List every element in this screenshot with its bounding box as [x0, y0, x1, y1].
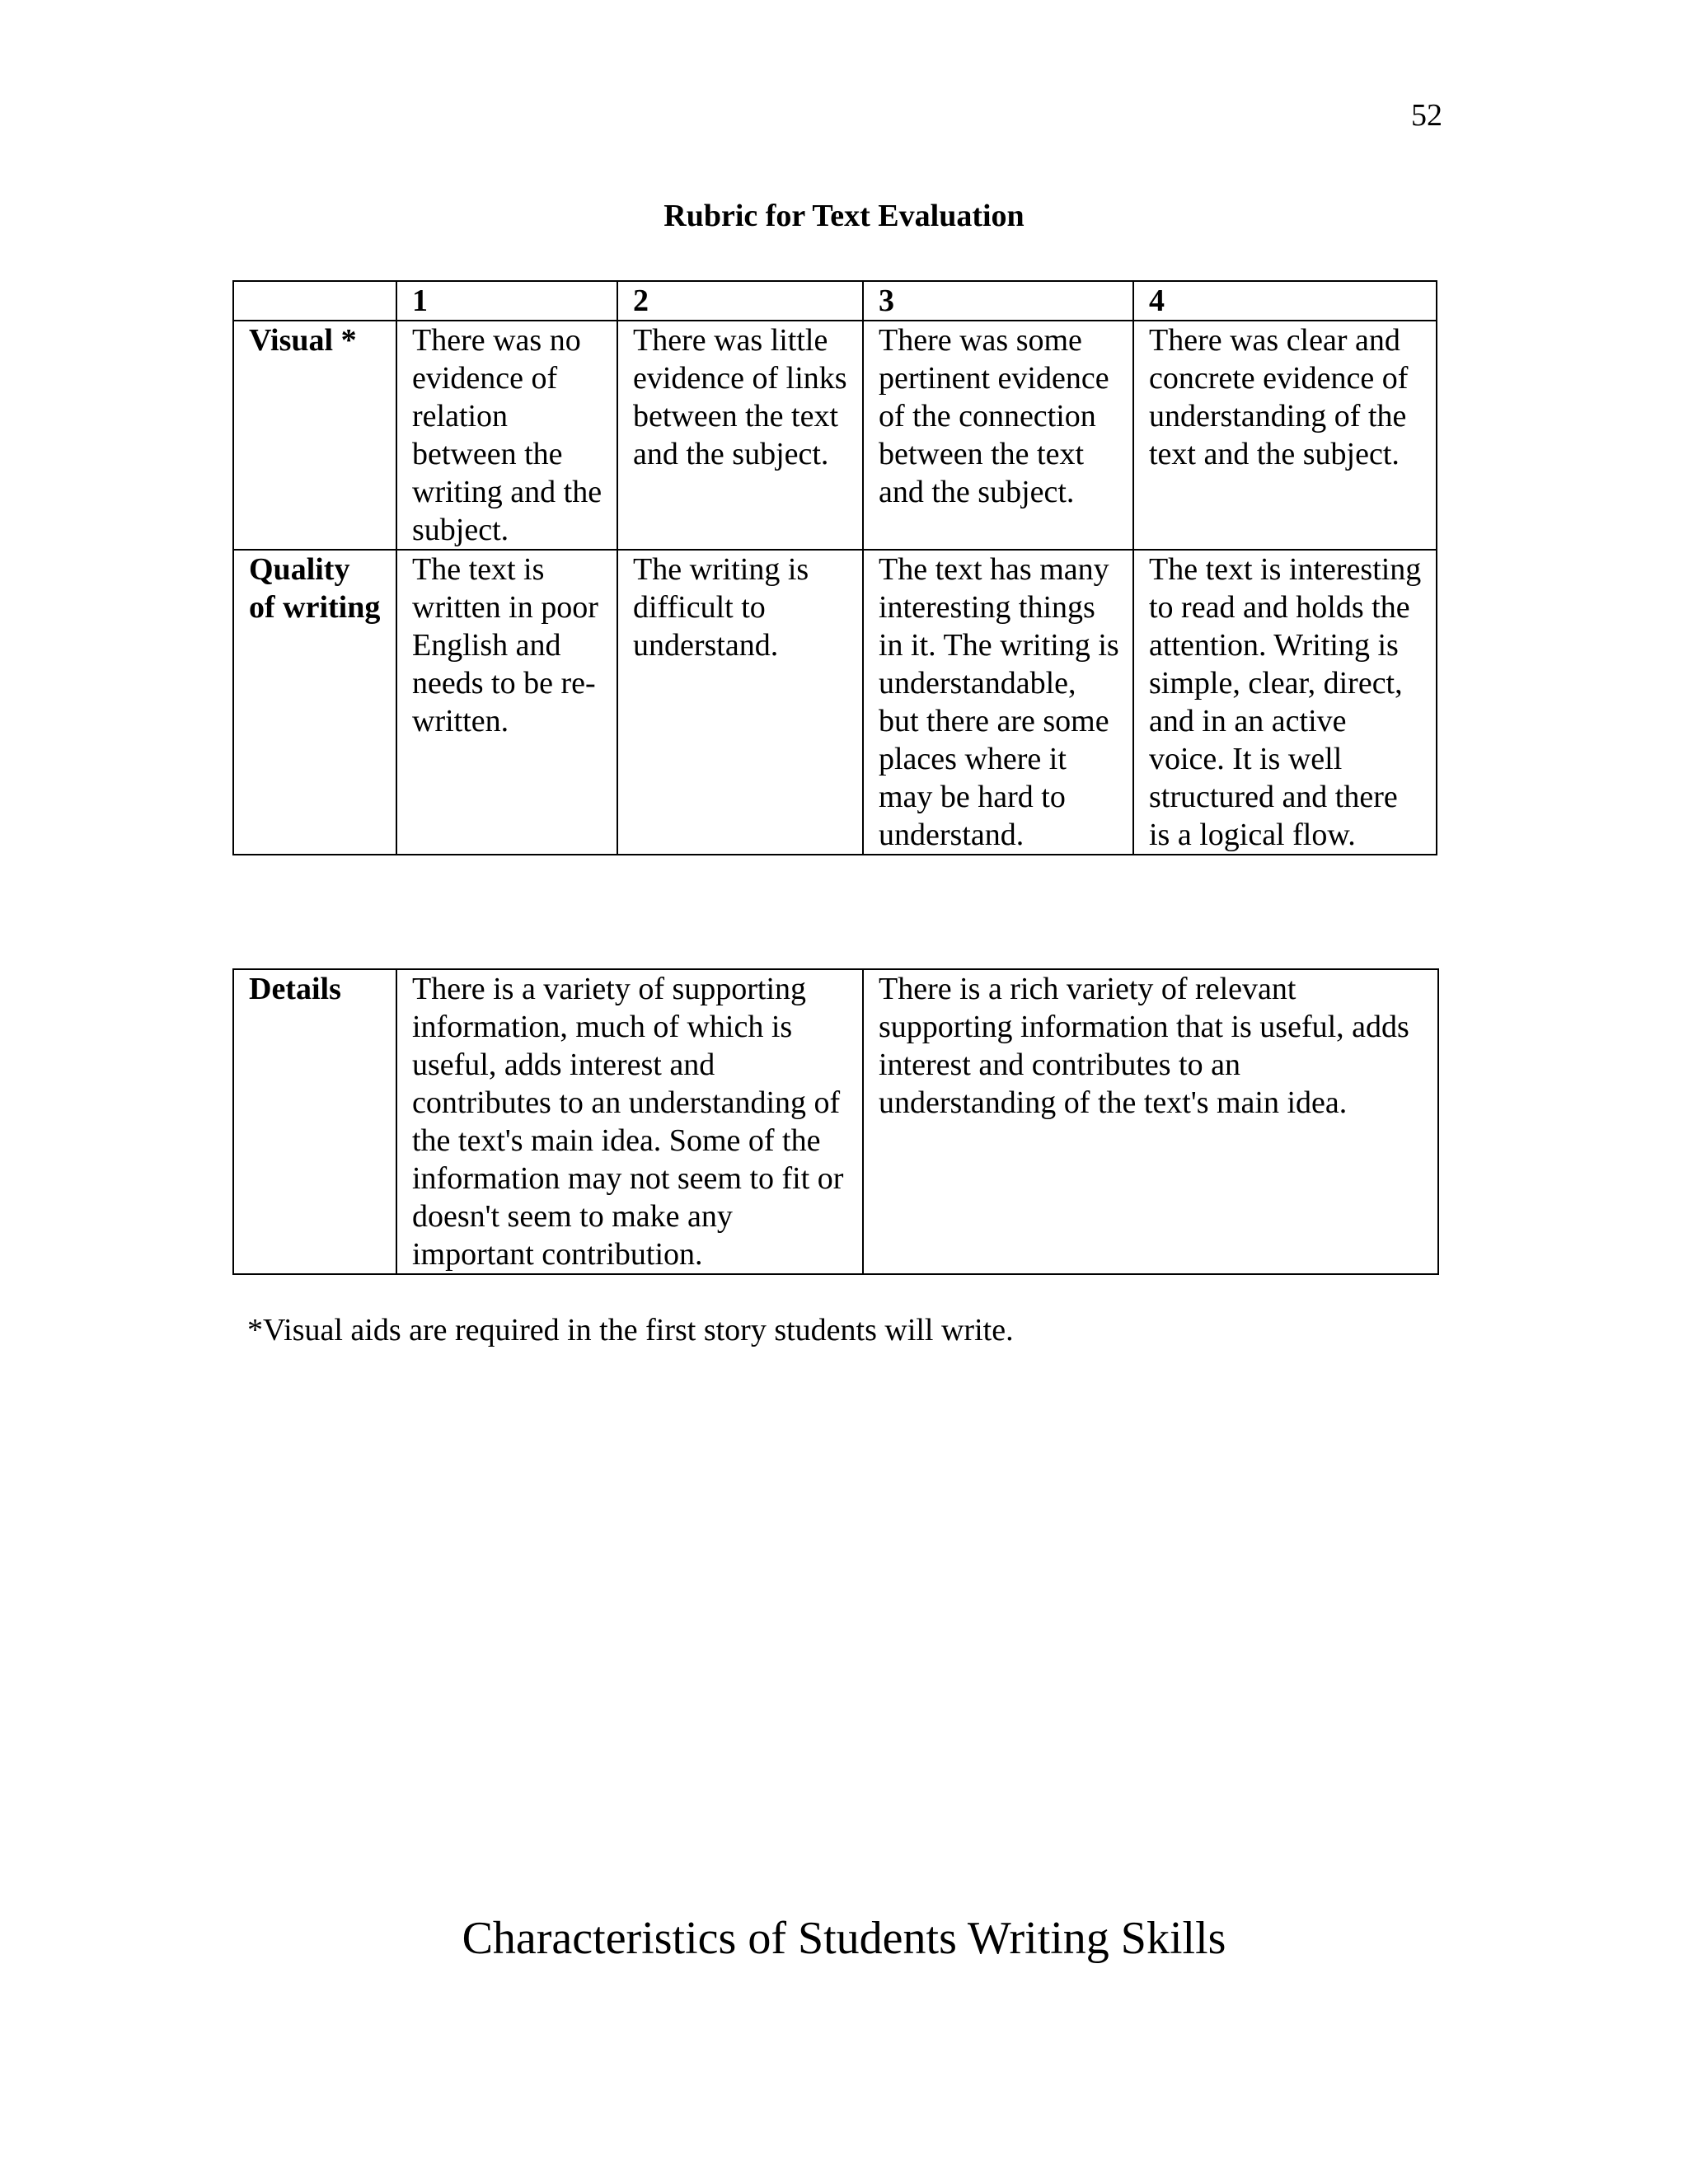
table-row-quality-of-writing [233, 550, 1437, 855]
rubric-header-row [233, 281, 1437, 321]
table-cell: There was no evidence of relation between the writing and the subject. [396, 321, 617, 550]
footnote: *Visual aids are required in the first story students will write. [247, 1313, 1014, 1347]
table-cell: There was some pertinent evidence of the connection between the text and the subject. [863, 321, 1133, 550]
table-row-visual [233, 321, 1437, 550]
table-cell: There was clear and concrete evidence of understanding of the text and the subject. [1133, 321, 1437, 550]
table-cell: The text has many interesting things in it. The writing is understandable, but there are some places where it may be hard to understand. [863, 550, 1133, 855]
details-table [232, 968, 1439, 1275]
table-cell: There is a variety of supporting information, much of which is useful, adds interest and contributes to an understanding of the text's main idea. Some of the information may not seem to fit or doesn't seem to make any important contribution. [396, 969, 863, 1274]
row-label-visual: Visual * [233, 321, 396, 550]
page-title: Rubric for Text Evaluation [663, 199, 1025, 233]
row-label-details: Details [233, 969, 396, 1274]
table-row-details [233, 969, 1438, 1274]
header-cell-score-3: 3 [863, 281, 1133, 321]
page-footer: Characteristics of Students Writing Skills [462, 1913, 1226, 1964]
table-cell: There is a rich variety of relevant supporting information that is useful, adds interest and contributes to an understanding of the text's main idea. [863, 969, 1438, 1274]
header-cell-score-4: 4 [1133, 281, 1437, 321]
table-cell: The text is interesting to read and holds the attention. Writing is simple, clear, direct, and in an active voice. It is well structured and there is a logical flow. [1133, 550, 1437, 855]
table-cell: There was little evidence of links between the text and the subject. [617, 321, 863, 550]
row-label-quality-of-writing: Quality of writing [233, 550, 396, 855]
table-cell: The text is written in poor English and needs to be re-written. [396, 550, 617, 855]
header-cell-score-2: 2 [617, 281, 863, 321]
rubric-table [232, 280, 1437, 855]
page-number: 52 [1411, 98, 1442, 133]
header-cell-score-1: 1 [396, 281, 617, 321]
table-cell: The writing is difficult to understand. [617, 550, 863, 855]
header-cell-empty [233, 281, 396, 321]
